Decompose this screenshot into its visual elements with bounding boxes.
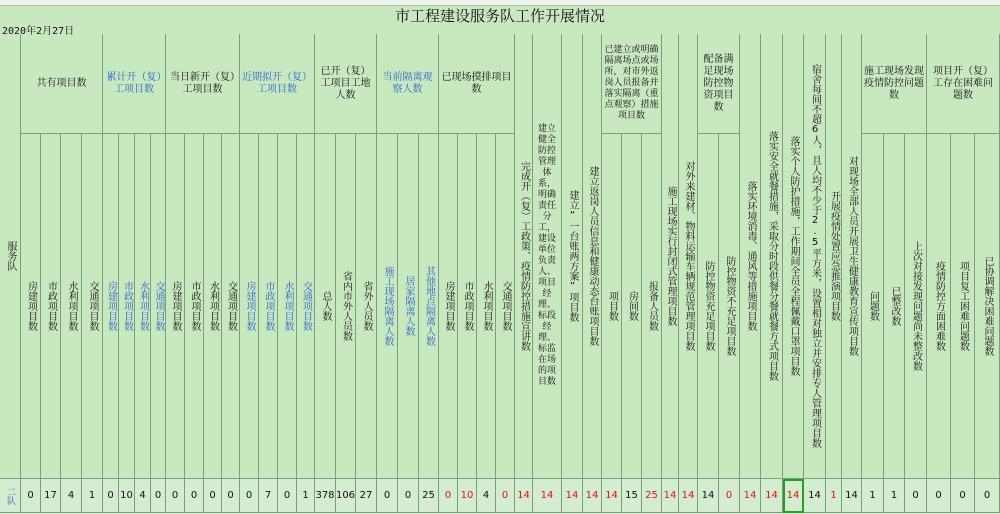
data-cell-26[interactable]: 0: [496, 479, 515, 513]
header-isolation[interactable]: 已建立或明确隔离场点或场所，对市外返岗人员报备并落实隔离（重点观察）措施项目数: [602, 34, 662, 134]
data-cell-29[interactable]: 14: [562, 479, 583, 513]
data-cell-35[interactable]: 14: [679, 479, 698, 513]
data-cell-45[interactable]: 1: [884, 479, 905, 513]
data-cell-23[interactable]: 0: [439, 479, 458, 513]
header-iso-reported[interactable]: 报备人员数: [642, 134, 662, 479]
data-cell-5[interactable]: 0: [103, 479, 119, 513]
header-screen-water[interactable]: 水利项目数: [477, 134, 496, 479]
header-site-people[interactable]: 已开（复）工项目工地人数: [315, 34, 377, 134]
data-cell-21[interactable]: 0: [398, 479, 419, 513]
data-cell-34[interactable]: 14: [662, 479, 679, 513]
report-table: [0, 34, 1000, 513]
header-team[interactable]: 服务队: [0, 34, 21, 479]
header-diff-epidemic[interactable]: 疫情防控方面困难数: [927, 134, 951, 479]
header-plan-traffic[interactable]: 交通项目数: [297, 134, 315, 479]
data-cell-27[interactable]: 14: [515, 479, 533, 513]
header-total-muni[interactable]: 市政项目数: [41, 134, 61, 479]
header-cumulative-started[interactable]: 累计开（复）工项目数: [103, 34, 166, 134]
data-cell-24[interactable]: 10: [458, 479, 477, 513]
data-cell-8[interactable]: 0: [151, 479, 166, 513]
data-cell-48[interactable]: 0: [951, 479, 975, 513]
header-dorm[interactable]: 宿舍每间不超6人，且人均不少于2.5平方米，设置相对独立并安排专人管理项目数: [804, 34, 826, 479]
header-total-house[interactable]: 房建项目数: [21, 134, 41, 479]
header-diff-resolved[interactable]: 已协调解决困难问题数: [975, 134, 1000, 479]
header-supplies-low[interactable]: 防控物资不充足项目数: [719, 134, 740, 479]
header-cum-traffic[interactable]: 交通项目数: [151, 134, 166, 479]
header-cum-house[interactable]: 房建项目数: [103, 134, 119, 479]
header-cum-muni[interactable]: 市政项目数: [119, 134, 135, 479]
header-issue-pending[interactable]: 上次对接发现问题尚未整改数: [905, 134, 927, 479]
data-cell-1[interactable]: 0: [21, 479, 41, 513]
data-cell-25[interactable]: 4: [477, 479, 496, 513]
header-cum-water[interactable]: 水利项目数: [135, 134, 151, 479]
header-quar-site[interactable]: 施工现场隔离人数: [377, 134, 398, 479]
header-disinfect[interactable]: 落实环境消毒、通风等措施项目数: [740, 34, 761, 479]
data-cell-31[interactable]: 14: [602, 479, 622, 513]
header-quarantine[interactable]: 当前隔离观察人数: [377, 34, 439, 134]
header-iso-projects[interactable]: 项目数: [602, 134, 622, 479]
header-screen-traffic[interactable]: 交通项目数: [496, 134, 515, 479]
data-cell-42[interactable]: 1: [826, 479, 842, 513]
data-cell-20[interactable]: 0: [377, 479, 398, 513]
header-emergency[interactable]: 开展疫情处置应急推演项目数: [826, 34, 842, 479]
data-cell-13[interactable]: 0: [240, 479, 259, 513]
data-cell-16[interactable]: 1: [297, 479, 315, 513]
header-screened[interactable]: 已现场摸排项目数: [439, 34, 515, 134]
data-cell-19[interactable]: 27: [356, 479, 377, 513]
header-today-started[interactable]: 当日新开（复）工项目数: [166, 34, 240, 134]
data-cell-30[interactable]: 14: [583, 479, 602, 513]
data-cell-2[interactable]: 17: [41, 479, 61, 513]
header-people-total[interactable]: 总人数: [315, 134, 336, 479]
data-cell-37[interactable]: 0: [719, 479, 740, 513]
header-closed-mgmt[interactable]: 施工现场实行封闭式管理项目数: [662, 34, 679, 479]
header-total-projects[interactable]: 共有项目数: [21, 34, 103, 134]
data-cell-38[interactable]: 14: [740, 479, 761, 513]
header-issue-fixed[interactable]: 已整改数: [884, 134, 905, 479]
header-supplies[interactable]: 配备满足现场防控物资项目数: [698, 34, 740, 134]
header-mask[interactable]: 落实个人防护措施，工作期间全员全程佩戴口罩项目数: [783, 34, 804, 479]
data-cell-6[interactable]: 10: [119, 479, 135, 513]
data-cell-7[interactable]: 4: [135, 479, 151, 513]
header-system[interactable]: 建立健全防控管理体系，明确责任分工，建设单位负责人、项目经理、标段经理、标监在场的项目数: [533, 34, 562, 479]
header-policy[interactable]: 完成开（复）工政策、疫情防控措施宣讲数: [515, 34, 533, 479]
header-iso-rooms[interactable]: 房间数: [622, 134, 642, 479]
header-ledger[interactable]: 建立“一台账两方案”项目数: [562, 34, 583, 479]
header-people-local[interactable]: 省内市外人员数: [336, 134, 356, 479]
data-cell-46[interactable]: 0: [905, 479, 927, 513]
data-cell-15[interactable]: 0: [278, 479, 297, 513]
header-plan-water[interactable]: 水利项目数: [278, 134, 297, 479]
data-cell-49[interactable]: 0: [975, 479, 1000, 513]
row-team-label[interactable]: 二队: [0, 479, 21, 513]
data-cell-40[interactable]: 14: [783, 479, 804, 513]
header-vehicle-mgmt[interactable]: 对外来建材、物料运输车辆规范管理项目数: [679, 34, 698, 479]
data-cell-3[interactable]: 4: [61, 479, 82, 513]
header-issue-count[interactable]: 问题数: [862, 134, 884, 479]
data-cell-11[interactable]: 0: [204, 479, 222, 513]
header-screen-house[interactable]: 房建项目数: [439, 134, 458, 479]
header-total-traffic[interactable]: 交通项目数: [82, 134, 103, 479]
header-plan-house[interactable]: 房建项目数: [240, 134, 259, 479]
header-quar-home[interactable]: 居家隔离人数: [398, 134, 419, 479]
header-screen-muni[interactable]: 市政项目数: [458, 134, 477, 479]
data-cell-36[interactable]: 14: [698, 479, 719, 513]
header-today-house[interactable]: 房建项目数: [166, 134, 185, 479]
header-health-ledger[interactable]: 建立返岗人员信息和健康动态台账项目数: [583, 34, 602, 479]
data-cell-41[interactable]: 14: [804, 479, 826, 513]
header-issues[interactable]: 施工现场发现疫情防控问题数: [862, 34, 927, 134]
header-planned[interactable]: 近期拟开（复）工项目数: [240, 34, 315, 134]
header-quar-other[interactable]: 其他地点隔离人数: [419, 134, 439, 479]
report-date: 2020年2月27日: [2, 26, 75, 37]
data-cell-14[interactable]: 7: [259, 479, 278, 513]
data-cell-4[interactable]: 1: [82, 479, 103, 513]
data-cell-32[interactable]: 15: [622, 479, 642, 513]
data-cell-39[interactable]: 14: [761, 479, 783, 513]
data-cell-22[interactable]: 25: [419, 479, 439, 513]
data-cell-33[interactable]: 25: [642, 479, 662, 513]
header-hygiene[interactable]: 对现场全部人员开展卫生健康教育宣传项目数: [842, 34, 862, 479]
data-cell-10[interactable]: 0: [185, 479, 204, 513]
data-cell-12[interactable]: 0: [222, 479, 240, 513]
header-meal[interactable]: 落实安全就餐措施，采取分时段供餐分餐就餐方式项目数: [761, 34, 783, 479]
data-cell-44[interactable]: 1: [862, 479, 884, 513]
header-people-outside[interactable]: 省外人员数: [356, 134, 377, 479]
data-cell-43[interactable]: 14: [842, 479, 862, 513]
header-diff-project[interactable]: 项目复工困难问题数: [951, 134, 975, 479]
header-total-water[interactable]: 水利项目数: [61, 134, 82, 479]
header-today-water[interactable]: 水利项目数: [204, 134, 222, 479]
data-cell-28[interactable]: 14: [533, 479, 562, 513]
header-difficulties[interactable]: 项目开（复）工存在困难问题数: [927, 34, 1000, 134]
data-cell-18[interactable]: 106: [336, 479, 356, 513]
data-cell-47[interactable]: 0: [927, 479, 951, 513]
data-cell-9[interactable]: 0: [166, 479, 185, 513]
data-cell-17[interactable]: 378: [315, 479, 336, 513]
header-today-traffic[interactable]: 交通项目数: [222, 134, 240, 479]
header-plan-muni[interactable]: 市政项目数: [259, 134, 278, 479]
header-today-muni[interactable]: 市政项目数: [185, 134, 204, 479]
sheet-title: 市工程建设服务队工作开展情况: [394, 7, 605, 25]
header-supplies-ok[interactable]: 防控物资充足项目数: [698, 134, 719, 479]
